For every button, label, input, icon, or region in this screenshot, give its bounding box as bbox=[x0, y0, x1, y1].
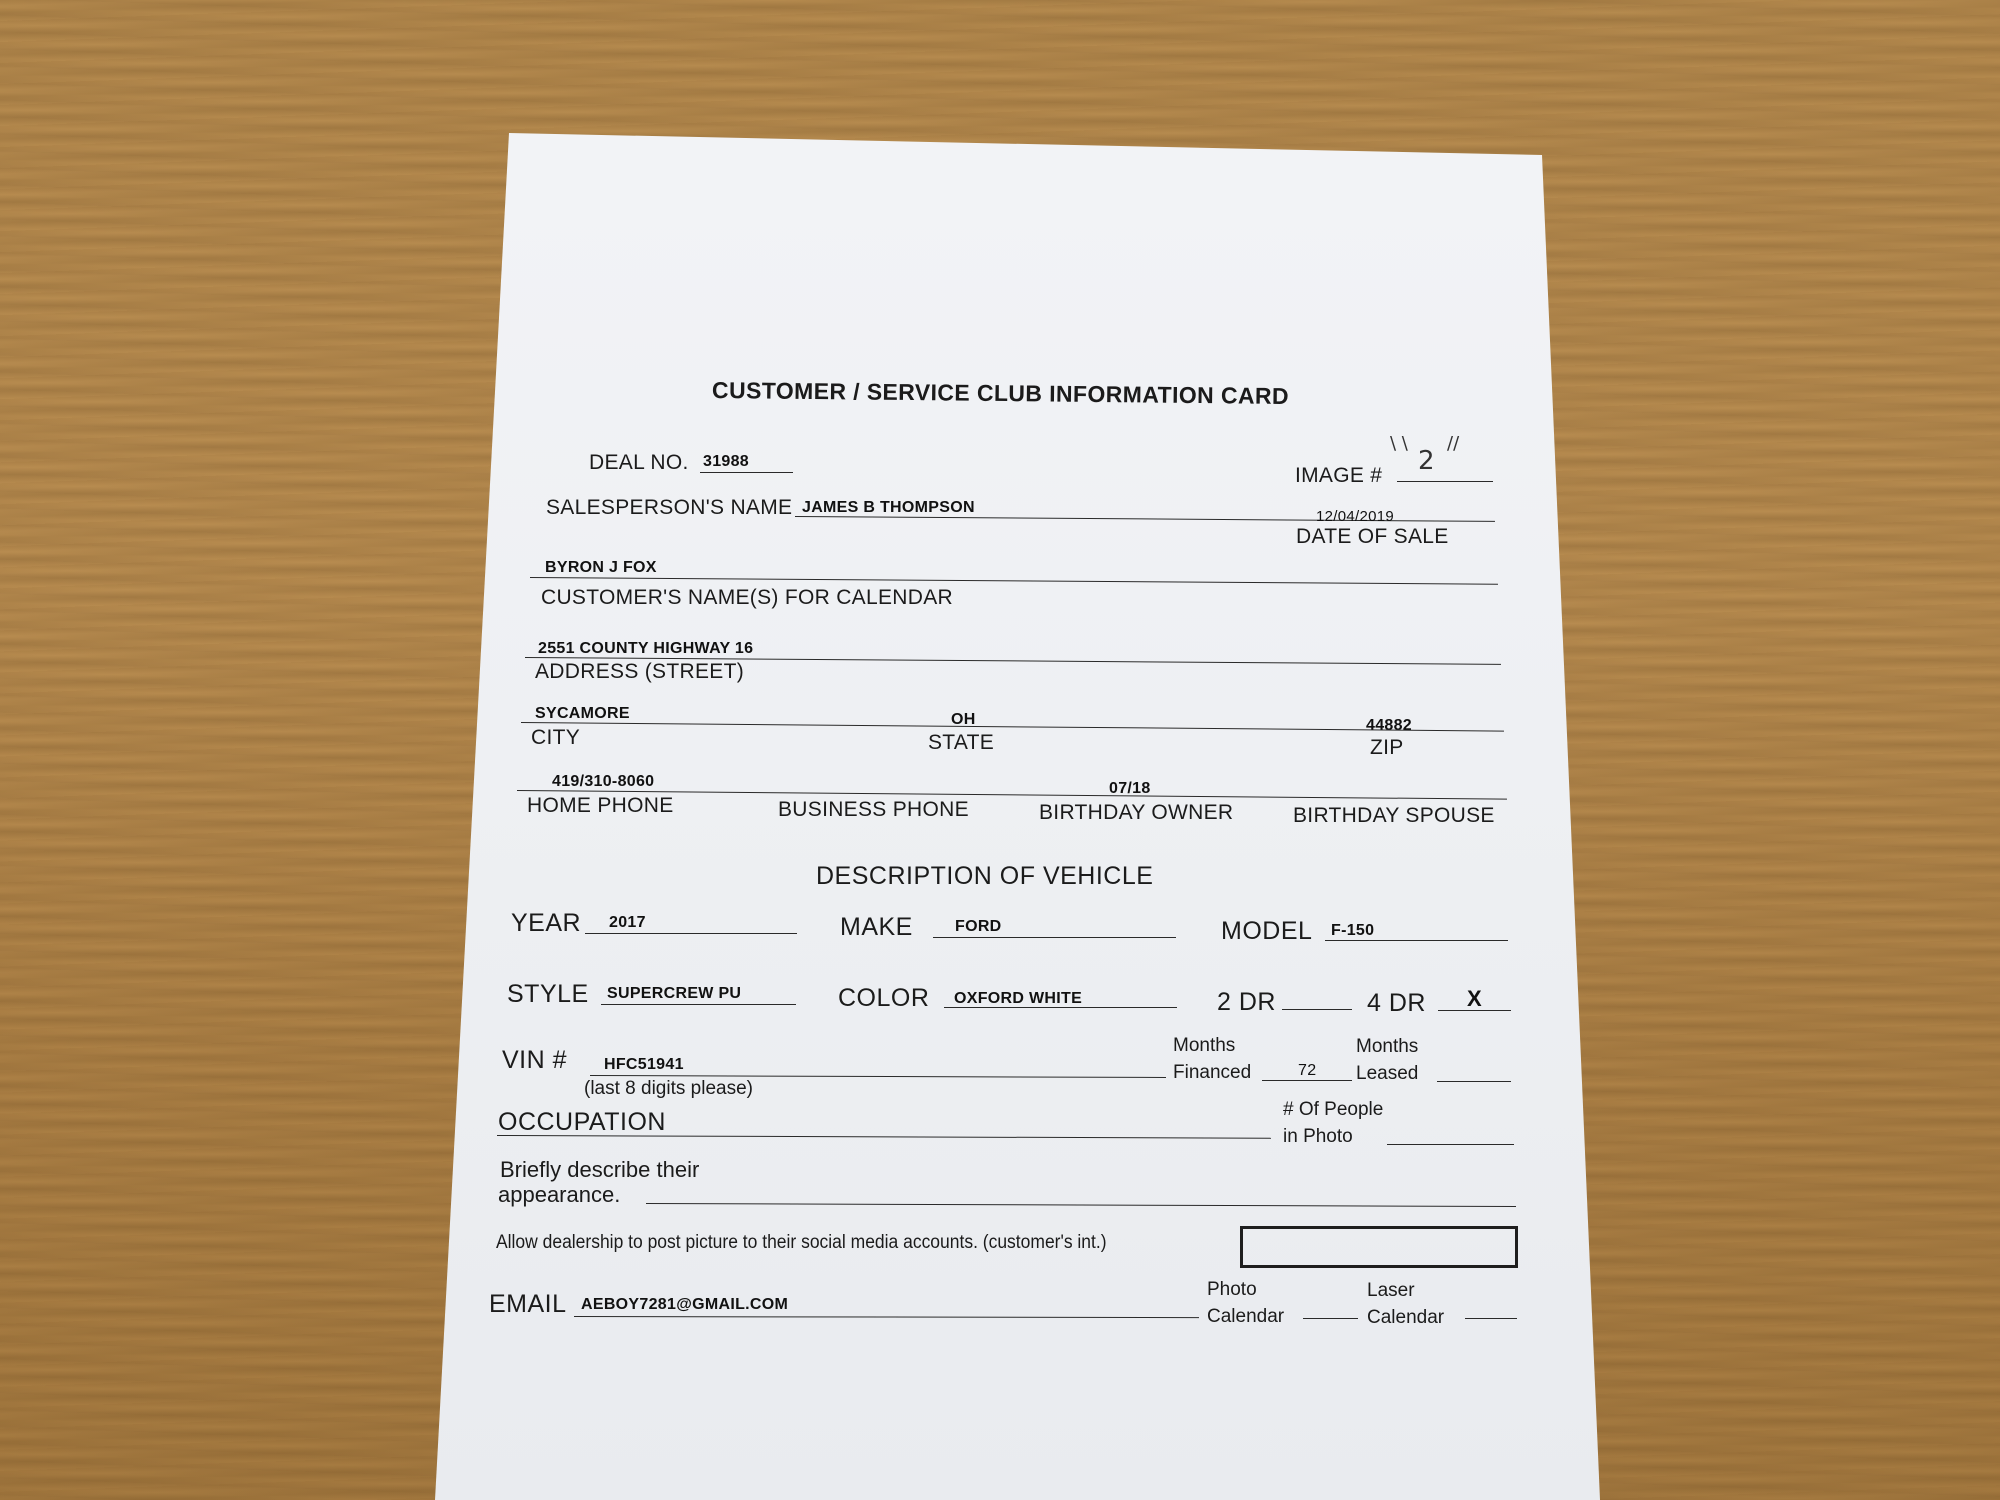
laser-calendar-line[interactable] bbox=[1465, 1318, 1517, 1319]
laser-calendar-label-top: Laser bbox=[1367, 1280, 1415, 1301]
style-value[interactable]: SUPERCREW PU bbox=[607, 985, 742, 1002]
social-media-checkbox[interactable] bbox=[1240, 1226, 1518, 1268]
appearance-label-bottom: appearance. bbox=[498, 1182, 621, 1207]
email-line bbox=[574, 1316, 1199, 1318]
four-door-line bbox=[1438, 1010, 1511, 1011]
address-label: ADDRESS (STREET) bbox=[535, 660, 744, 683]
months-financed-label-bottom: Financed bbox=[1173, 1062, 1252, 1083]
customer-name-label: CUSTOMER'S NAME(S) FOR CALENDAR bbox=[541, 586, 953, 609]
model-line bbox=[1325, 940, 1508, 941]
year-value[interactable]: 2017 bbox=[609, 914, 646, 931]
birthday-owner-value[interactable]: 07/18 bbox=[1109, 780, 1151, 797]
appearance-line bbox=[646, 1203, 1516, 1207]
customer-name-value[interactable]: BYRON J FOX bbox=[545, 559, 657, 576]
people-in-photo-line bbox=[1387, 1144, 1514, 1145]
card-title: CUSTOMER / SERVICE CLUB INFORMATION CARD bbox=[711, 376, 1290, 410]
email-label: EMAIL bbox=[489, 1290, 567, 1318]
months-financed-label-top: Months bbox=[1173, 1035, 1236, 1056]
salesperson-value[interactable]: JAMES B THOMPSON bbox=[802, 499, 975, 516]
quote-mark-right-icon: // bbox=[1447, 433, 1460, 454]
social-media-label: Allow dealership to post picture to their social media accounts. (customer's int.) bbox=[496, 1232, 1107, 1253]
address-value[interactable]: 2551 COUNTY HIGHWAY 16 bbox=[538, 640, 754, 657]
vin-value[interactable]: HFC51941 bbox=[604, 1056, 684, 1073]
vehicle-heading: DESCRIPTION OF VEHICLE bbox=[816, 862, 1154, 890]
quote-mark-left-icon: \ \ bbox=[1390, 433, 1408, 454]
photo-calendar-line[interactable] bbox=[1303, 1318, 1358, 1319]
months-leased-label-top: Months bbox=[1356, 1036, 1419, 1057]
home-phone-value[interactable]: 419/310-8060 bbox=[552, 773, 655, 790]
photo-calendar-label-bottom: Calendar bbox=[1207, 1306, 1285, 1327]
deal-no-label: DEAL NO. bbox=[589, 451, 689, 474]
make-label: MAKE bbox=[840, 913, 913, 941]
people-in-photo-label-top: # Of People bbox=[1283, 1099, 1384, 1120]
business-phone-label: BUSINESS PHONE bbox=[778, 798, 969, 821]
image-no-line bbox=[1397, 481, 1493, 482]
color-label: COLOR bbox=[838, 984, 930, 1012]
vin-label: VIN # bbox=[502, 1046, 568, 1074]
make-line bbox=[933, 937, 1176, 938]
deal-no-line bbox=[700, 472, 793, 473]
salesperson-label: SALESPERSON'S NAME bbox=[546, 496, 793, 519]
four-door-label: 4 DR bbox=[1367, 989, 1426, 1017]
year-line bbox=[585, 933, 797, 934]
home-phone-label: HOME PHONE bbox=[527, 794, 674, 817]
four-door-value[interactable]: X bbox=[1467, 986, 1482, 1011]
email-value[interactable]: AEBOY7281@GMAIL.COM bbox=[581, 1296, 789, 1313]
birthday-owner-label: BIRTHDAY OWNER bbox=[1039, 801, 1234, 824]
months-financed-value[interactable]: 72 bbox=[1298, 1062, 1317, 1079]
image-no-label: IMAGE # bbox=[1295, 464, 1383, 487]
state-value[interactable]: OH bbox=[951, 711, 976, 728]
year-label: YEAR bbox=[511, 909, 582, 937]
vin-hint: (last 8 digits please) bbox=[584, 1078, 753, 1099]
people-in-photo-label-bottom: in Photo bbox=[1283, 1126, 1353, 1147]
birthday-spouse-label: BIRTHDAY SPOUSE bbox=[1293, 804, 1495, 827]
city-label: CITY bbox=[531, 726, 581, 749]
months-leased-label-bottom: Leased bbox=[1356, 1063, 1419, 1084]
city-value[interactable]: SYCAMORE bbox=[535, 705, 630, 722]
customer-name-line bbox=[530, 577, 1498, 585]
deal-no-value[interactable]: 31988 bbox=[703, 453, 749, 470]
two-door-label: 2 DR bbox=[1217, 988, 1276, 1016]
laser-calendar-label-bottom: Calendar bbox=[1367, 1307, 1445, 1328]
zip-label: ZIP bbox=[1370, 736, 1404, 759]
color-value[interactable]: OXFORD WHITE bbox=[954, 990, 1083, 1007]
state-label: STATE bbox=[928, 731, 995, 754]
date-of-sale-value[interactable]: 12/04/2019 bbox=[1316, 508, 1395, 525]
city-state-zip-line bbox=[521, 722, 1504, 732]
months-leased-line bbox=[1437, 1081, 1511, 1082]
style-line bbox=[601, 1004, 796, 1005]
zip-value[interactable]: 44882 bbox=[1366, 717, 1412, 734]
model-label: MODEL bbox=[1221, 917, 1313, 945]
months-financed-line bbox=[1262, 1080, 1352, 1081]
date-of-sale-label: DATE OF SALE bbox=[1296, 525, 1449, 548]
model-value[interactable]: F-150 bbox=[1331, 922, 1375, 939]
two-door-line bbox=[1282, 1009, 1352, 1010]
style-label: STYLE bbox=[507, 980, 589, 1008]
occupation-label: OCCUPATION bbox=[498, 1108, 666, 1136]
appearance-label-top: Briefly describe their bbox=[500, 1157, 700, 1182]
image-no-value[interactable]: 2 bbox=[1418, 446, 1435, 476]
color-line bbox=[944, 1007, 1177, 1008]
photo-calendar-label-top: Photo bbox=[1207, 1279, 1257, 1300]
make-value[interactable]: FORD bbox=[955, 918, 1002, 935]
